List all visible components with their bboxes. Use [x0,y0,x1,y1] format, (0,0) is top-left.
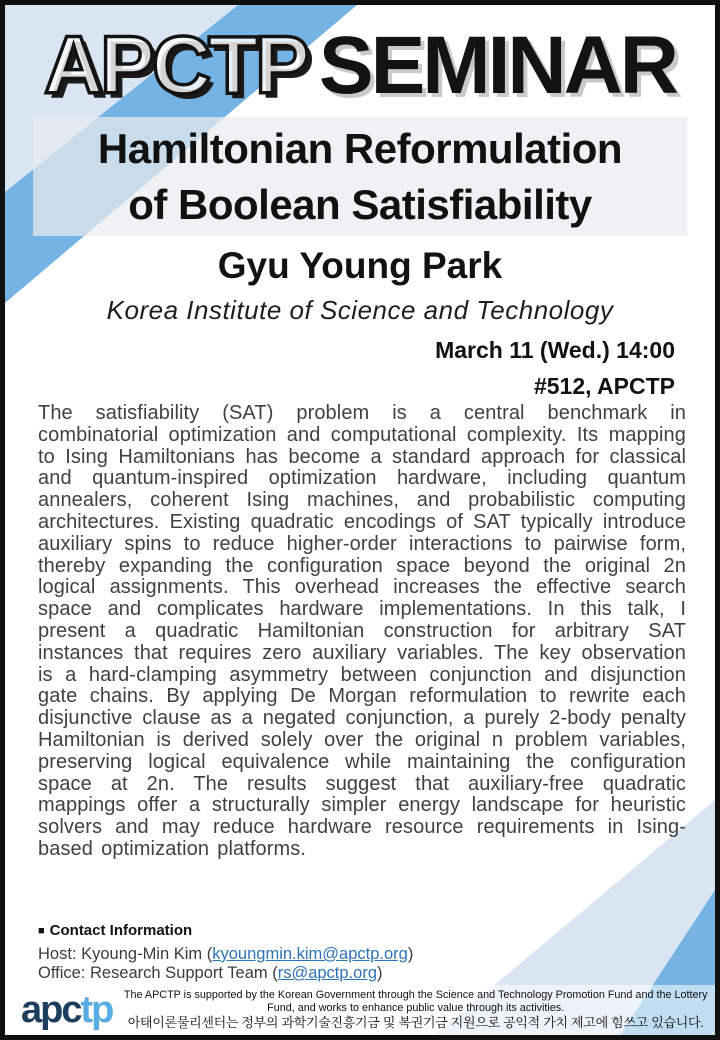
abstract-text: The satisfiability (SAT) problem is a central benchmark in combinatorial optimization and computational complexity. Its mapping to Ising Hamiltonians has become a standard approach for classical and quantum-inspired optimization hardware, including quantum annealers, coherent Ising machines, and probabilistic computing architectures. Existing quadratic encodings of SAT typically introduce auxiliary spins to reduce higher-order interactions to pairwise form, thereby expanding the configuration space beyond the original 2n logical assignments. This overhead increases the effective search space and complicates hardware implementations. In this talk, I present a quadratic Hamiltonian construction for arbitrary SAT instances that requires zero auxiliary variables. The key observation is a hard-clamping asymmetry between conjunction and disjunction gate chains. By applying De Morgan reformulation to rewrite each disjunctive clause as a negated conjunction, a purely 2-body penalty Hamiltonian is derived solely over the original n problem variables, preserving logical equivalence while maintaining the configuration space at 2n. The results suggest that auxiliary-free quadratic mappings offer a structurally simpler energy landscape for heuristic solvers and may reduce hardware resource requirements in Ising-based optimization platforms. [38,402,686,860]
logo-part-navy: apc [21,989,81,1031]
poster-header [5,19,715,113]
speaker-affiliation: Korea Institute of Science and Technology [106,295,614,325]
contact-section [38,921,413,983]
talk-title-line2: of Boolean Satisfiability [128,180,592,228]
contact-heading [38,921,413,941]
event-location: #512, APCTP [533,373,675,399]
office-name: Research Support Team [89,964,268,982]
host-label: Host: [38,945,77,963]
square-bullet-icon: ■ [38,925,45,937]
event-details [435,332,675,404]
seminar-label: SEMINAR [318,20,677,111]
brand-wordmark: APCTP [43,20,307,111]
apctp-logo [21,991,112,1029]
talk-title-line1: Hamiltonian Reformulation [97,124,623,172]
speaker-name: Gyu Young Park [217,245,503,286]
footer-bar [5,985,715,1035]
contact-office-line [38,964,413,983]
support-line-1: The APCTP is supported by the Korean Government through the Science and Technology Promotion Fund and the Lottery [123,989,708,1001]
office-email-link[interactable]: rs@apctp.org [277,964,377,982]
host-paren-open: ( [206,945,213,963]
support-line-korean: 아태이론물리센터는 정부의 과학기술진흥기금 및 복권기금 지원으로 공익적 가치 제고에 힘쓰고 있습니다. [127,1015,704,1030]
logo-part-blue: tp [80,989,113,1031]
office-paren-close: ) [377,964,383,982]
footer-support-text [112,989,715,1031]
support-line-2: Fund, and works to enhance public value through its activities. [267,1001,565,1014]
contact-heading-label: Contact Information [49,922,193,939]
host-email-link[interactable]: kyoungmin.kim@apctp.org [212,945,408,963]
event-datetime: March 11 (Wed.) 14:00 [435,337,675,363]
talk-title-band [33,117,687,236]
host-name: Kyoung-Min Kim [81,945,203,963]
contact-host-line [38,945,413,964]
host-paren-close: ) [407,945,414,963]
office-paren-open: ( [272,964,278,982]
office-label: Office: [38,964,86,982]
